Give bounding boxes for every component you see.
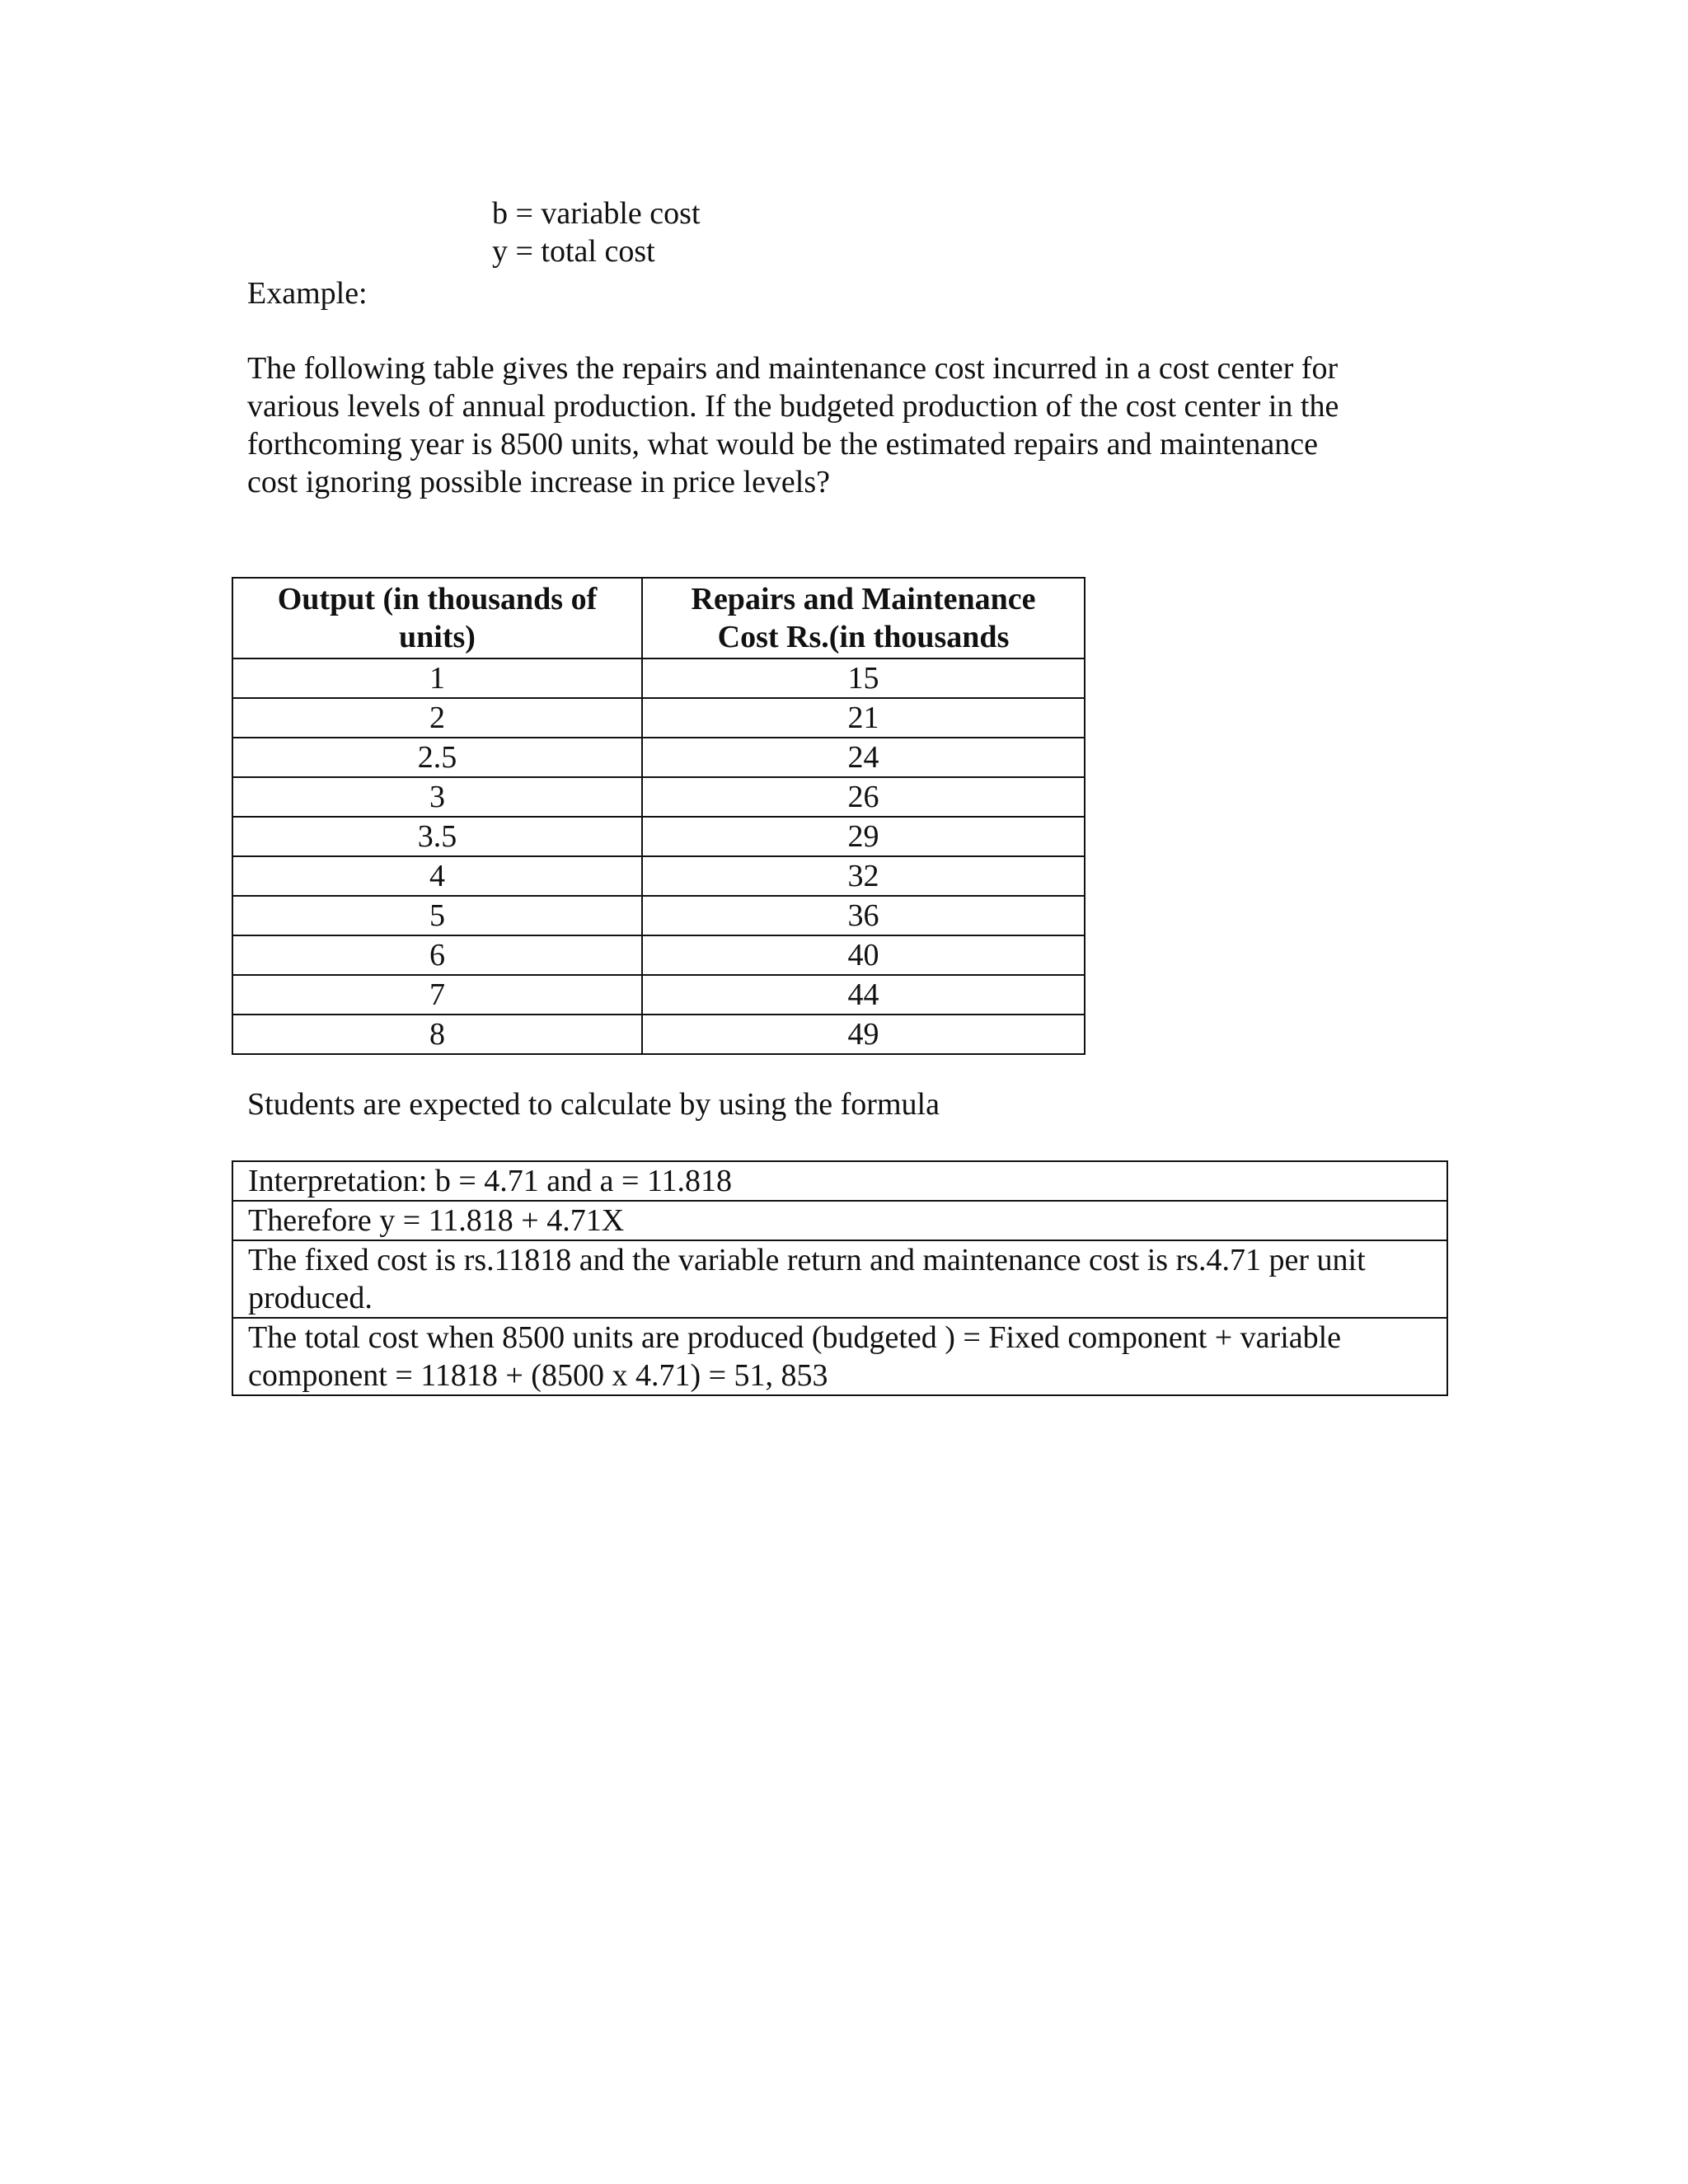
table-row [232,817,1085,856]
output-cell: 6 [232,935,642,975]
definition-y: y = total cost [492,234,655,269]
output-cell: 3 [232,777,642,817]
table-row [232,777,1085,817]
output-cell: 4 [232,856,642,896]
cost-cell: 26 [642,777,1085,817]
example-label: Example: [247,276,368,311]
output-cell: 1 [232,658,642,698]
cost-cell: 40 [642,935,1085,975]
cost-data-table [232,577,1085,1055]
cost-cell: 29 [642,817,1085,856]
interpretation-table [232,1160,1448,1396]
interpretation-fixed-variable: The fixed cost is rs.11818 and the variable return and maintenance cost is rs.4.71 per unit produced. [232,1240,1447,1318]
problem-line: The following table gives the repairs and maintenance cost incurred in a cost center for [247,351,1339,386]
cost-cell: 21 [642,698,1085,738]
header-output: Output (in thousands of units) [232,578,642,658]
table-row [232,896,1085,935]
problem-statement [247,349,1434,501]
variable-definitions [492,194,701,270]
cost-cell: 36 [642,896,1085,935]
output-cell: 7 [232,975,642,1015]
header-cost: Repairs and Maintenance Cost Rs.(in thousands [642,578,1085,658]
output-cell: 3.5 [232,817,642,856]
table-row [232,935,1085,975]
interpretation-total-cost: The total cost when 8500 units are produced (budgeted ) = Fixed component + variable component = 11818 + (8500 x 4.71) = 51, 853 [232,1318,1447,1395]
output-cell: 5 [232,896,642,935]
output-cell: 2.5 [232,738,642,777]
output-cell: 2 [232,698,642,738]
interpretation-row [232,1318,1447,1395]
interpretation-row [232,1240,1447,1318]
cost-cell: 44 [642,975,1085,1015]
problem-line: forthcoming year is 8500 units, what would be the estimated repairs and maintenance [247,427,1319,462]
table-row [232,856,1085,896]
cost-cell: 24 [642,738,1085,777]
output-cell: 8 [232,1015,642,1054]
cost-cell: 15 [642,658,1085,698]
definition-b: b = variable cost [492,196,701,231]
table-row [232,698,1085,738]
interpretation-coefficients: Interpretation: b = 4.71 and a = 11.818 [232,1161,1447,1201]
problem-line: cost ignoring possible increase in price levels? [247,465,831,499]
interpretation-row [232,1201,1447,1240]
table-row [232,738,1085,777]
table-row [232,1015,1085,1054]
cost-cell: 49 [642,1015,1085,1054]
interpretation-equation: Therefore y = 11.818 + 4.71X [232,1201,1447,1240]
cost-cell: 32 [642,856,1085,896]
table-row [232,658,1085,698]
problem-line: various levels of annual production. If the budgeted production of the cost center in the [247,389,1339,424]
interpretation-row [232,1161,1447,1201]
students-note: Students are expected to calculate by using the formula [247,1087,940,1122]
table-row [232,975,1085,1015]
table-header-row [232,578,1085,658]
